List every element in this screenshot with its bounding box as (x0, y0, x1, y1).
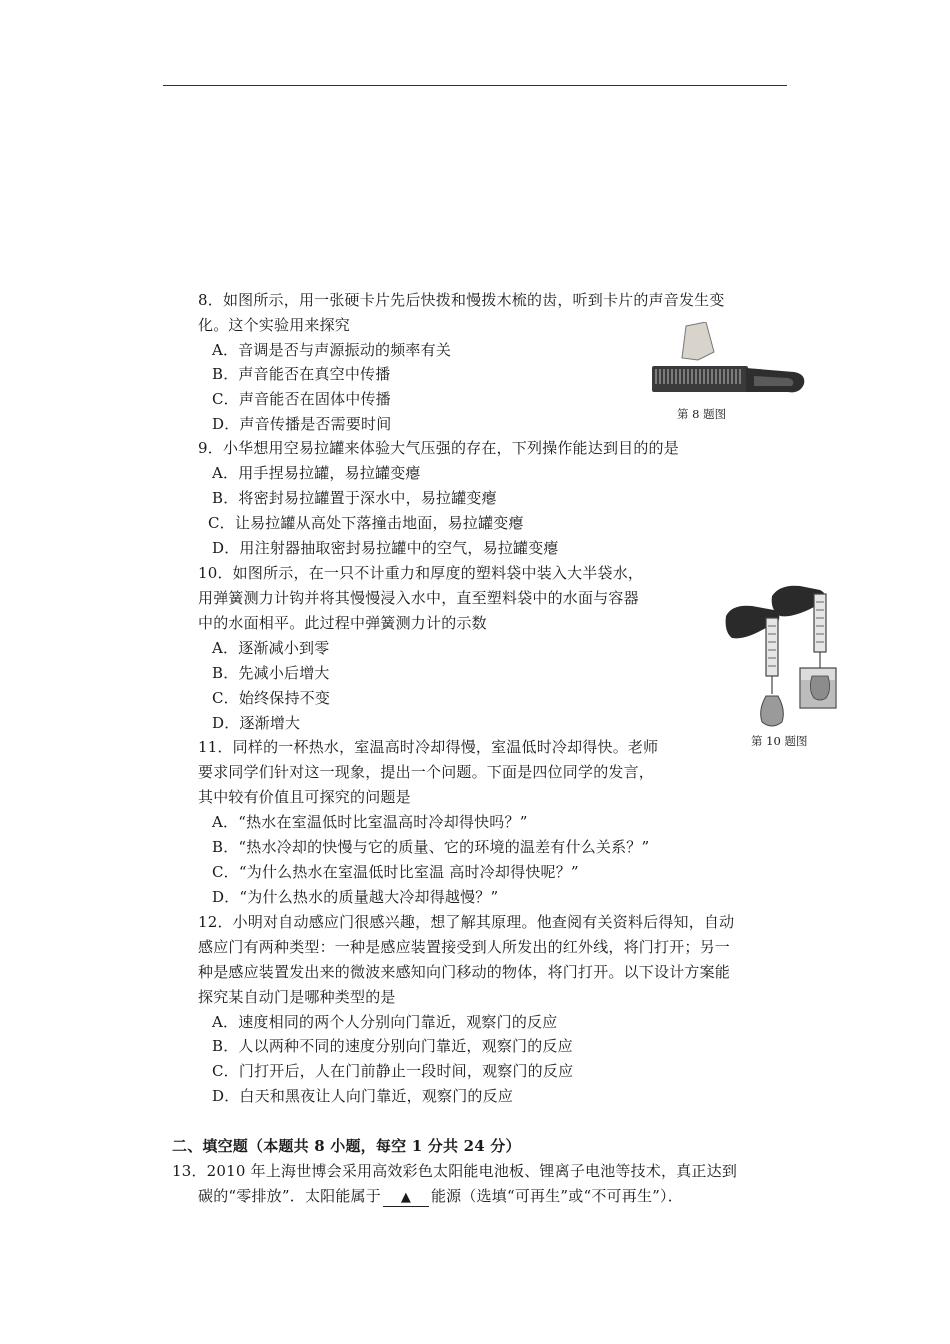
q12-option-c: C．门打开后，人在门前静止一段时间，观察门的反应 (212, 1062, 574, 1080)
spring-scale-figure (722, 580, 838, 730)
q8-stem-line-1: 8．如图所示，用一张硬卡片先后快拨和慢拨木梳的齿，听到卡片的声音发生变 (198, 291, 725, 309)
q13-stem-prefix: 碳的“零排放”．太阳能属于 (198, 1187, 381, 1205)
q12-option-d: D．白天和黑夜让人向门靠近，观察门的反应 (212, 1087, 514, 1105)
q10-option-d: D．逐渐增大 (212, 714, 301, 732)
q9-option-a: A．用手捏易拉罐，易拉罐变瘪 (212, 464, 421, 482)
q11-stem-line-3: 其中较有价值且可探究的问题是 (198, 788, 411, 806)
q8-option-b: B．声音能否在真空中传播 (212, 365, 391, 383)
header-rule (163, 85, 787, 86)
q12-option-a: A．速度相同的两个人分别向门靠近，观察门的反应 (212, 1013, 558, 1031)
q8-figure-caption: 第 8 题图 (677, 407, 727, 421)
q11-option-d: D．“为什么热水的质量越大冷却得越慢？” (212, 888, 499, 906)
q8-option-c: C．声音能否在固体中传播 (212, 390, 391, 408)
q11-option-b: B．“热水冷却的快慢与它的质量、它的环境的温差有什么关系？” (212, 838, 650, 856)
q10-option-a: A．逐渐减小到零 (212, 639, 330, 657)
q8-stem-line-2: 化。这个实验用来探究 (198, 316, 351, 334)
q11-option-c: C．“为什么热水在室温低时比室温 高时冷却得快呢？” (212, 863, 579, 881)
q13-answer-blank[interactable]: ▲ (383, 1190, 429, 1207)
q9-option-c: C．让易拉罐从高处下落撞击地面，易拉罐变瘪 (208, 514, 524, 532)
q11-stem-line-1: 11．同样的一杯热水，室温高时冷却得慢，室温低时冷却得快。老师 (198, 738, 659, 756)
q12-stem-line-1: 12．小明对自动感应门很感兴趣，想了解其原理。他查阅有关资料后得知，自动 (198, 913, 735, 931)
section-2-heading: 二、填空题（本题共 8 小题，每空 1 分共 24 分） (172, 1137, 521, 1155)
q12-option-b: B．人以两种不同的速度分别向门靠近，观察门的反应 (212, 1037, 573, 1055)
q10-stem-line-2: 用弹簧测力计钩并将其慢慢浸入水中，直至塑料袋中的水面与容器 (198, 589, 639, 607)
q9-option-d: D．用注射器抽取密封易拉罐中的空气，易拉罐变瘪 (212, 539, 559, 557)
q10-figure-caption: 第 10 题图 (751, 734, 808, 748)
q10-stem-line-1: 10．如图所示，在一只不计重力和厚度的塑料袋中装入大半袋水， (198, 564, 644, 582)
q13-stem-line-1: 13．2010 年上海世博会采用高效彩色太阳能电池板、锂离子电池等技术，真正达到 (172, 1162, 738, 1180)
q8-option-d: D．声音传播是否需要时间 (212, 415, 392, 433)
q12-stem-line-2: 感应门有两种类型：一种是感应装置接受到人所发出的红外线，将门打开；另一 (198, 938, 731, 956)
q13-stem-suffix: 能源（选填“可再生”或“不可再生”）． (430, 1187, 683, 1205)
q8-option-a: A．音调是否与声源振动的频率有关 (212, 341, 452, 359)
q12-stem-line-4: 探究某自动门是哪种类型的是 (198, 988, 396, 1006)
q10-option-b: B．先减小后增大 (212, 664, 330, 682)
q11-stem-line-2: 要求同学们针对这一现象，提出一个问题。下面是四位同学的发言， (198, 763, 655, 781)
q10-option-c: C．始终保持不变 (212, 689, 331, 707)
q13-stem-line-2 (198, 1186, 683, 1207)
q12-stem-line-3: 种是感应装置发出来的微波来感知向门移动的物体，将门打开。以下设计方案能 (198, 963, 731, 981)
comb-figure (648, 322, 808, 404)
q9-option-b: B．将密封易拉罐置于深水中，易拉罐变瘪 (212, 489, 497, 507)
q11-option-a: A．“热水在室温低时比室温高时冷却得快吗？” (212, 813, 528, 831)
q10-stem-line-3: 中的水面相平。此过程中弹簧测力计的示数 (198, 614, 487, 632)
q9-stem: 9．小华想用空易拉罐来体验大气压强的存在，下列操作能达到目的的是 (198, 439, 679, 457)
